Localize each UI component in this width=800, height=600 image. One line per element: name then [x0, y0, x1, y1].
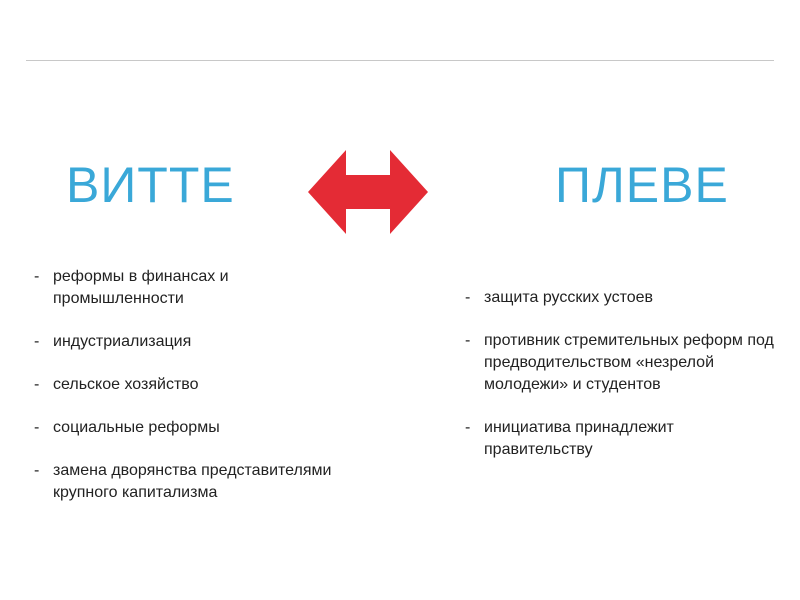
list-item-text: индустриализация [53, 333, 192, 350]
list-item [34, 374, 334, 396]
list-item-text: реформы в финансах и промышленности [53, 268, 229, 307]
bullet-dash: - [465, 289, 471, 306]
left-title: ВИТТЕ [66, 157, 235, 213]
list-item [34, 417, 334, 439]
right-list [465, 287, 785, 482]
list-item-text: противник стремительных реформ под предводительством «незрелой молодежи» и студентов [484, 332, 774, 393]
top-divider [26, 60, 774, 61]
bullet-dash: - [34, 376, 40, 393]
bullet-dash: - [34, 462, 40, 479]
left-list [34, 266, 334, 525]
double-headed-arrow-icon [308, 150, 428, 234]
list-item-text: социальные реформы [53, 419, 220, 436]
list-item [34, 331, 334, 353]
list-item [34, 460, 334, 504]
bullet-dash: - [465, 332, 471, 349]
bullet-dash: - [34, 419, 40, 436]
bullet-dash: - [34, 268, 40, 285]
list-item-text: инициатива принадлежит правительству [484, 419, 674, 458]
list-item-text: защита русских устоев [484, 289, 654, 306]
list-item [465, 287, 785, 309]
right-title: ПЛЕВЕ [555, 157, 729, 213]
list-item-text: замена дворянства представителями крупного капитализма [53, 462, 332, 501]
list-item-text: сельское хозяйство [53, 376, 199, 393]
bullet-dash: - [465, 419, 471, 436]
bullet-dash: - [34, 333, 40, 350]
list-item [465, 417, 785, 461]
list-item [34, 266, 334, 310]
list-item [465, 330, 785, 396]
